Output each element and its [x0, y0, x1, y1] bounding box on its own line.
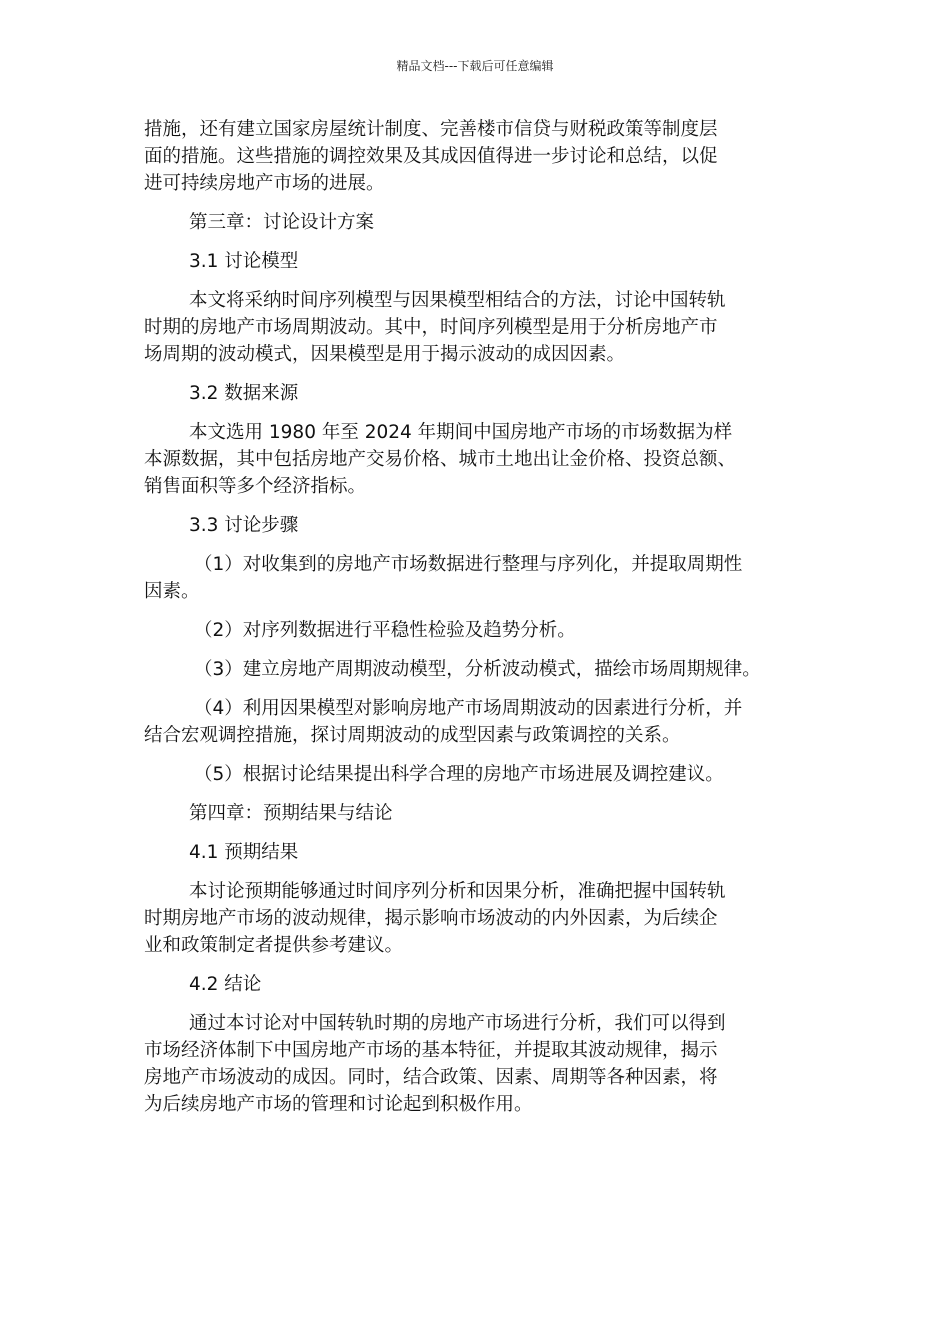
text-line: 4.1 预期结果: [189, 842, 299, 863]
text-line: 面的措施。这些措施的调控效果及其成因值得进一步讨论和总结，以促: [144, 146, 718, 167]
section-heading: [144, 380, 824, 407]
text-line: 时期的房地产市场周期波动。其中，时间序列模型是用于分析房地产市: [144, 317, 718, 338]
text-line: 销售面积等多个经济指标。: [144, 476, 367, 497]
text-line: 4.2 结论: [189, 974, 262, 995]
page-header: 精品文档---下载后可任意编辑: [396, 59, 554, 73]
text-line: （1）对收集到的房地产市场数据进行整理与序列化，并提取周期性: [194, 554, 743, 575]
chapter-heading: [144, 800, 824, 827]
section-heading: [144, 512, 824, 539]
body-paragraph: [144, 878, 824, 959]
text-line: （5）根据讨论结果提出科学合理的房地产市场进展及调控建议。: [194, 764, 724, 785]
document-body: [144, 116, 824, 1118]
text-line: 市场经济体制下中国房地产市场的基本特征，并提取其波动规律，揭示: [144, 1040, 718, 1061]
text-line: 结合宏观调控措施，探讨周期波动的成型因素与政策调控的关系。: [144, 725, 681, 746]
text-line: 本讨论预期能够通过时间序列分析和因果分析，准确把握中国转轨: [189, 881, 726, 902]
text-line: 第四章：预期结果与结论: [189, 803, 393, 824]
text-line: （3）建立房地产周期波动模型，分析波动模式，描绘市场周期规律。: [194, 659, 761, 680]
section-heading: [144, 839, 824, 866]
text-line: 本源数据，其中包括房地产交易价格、城市土地出让金价格、投资总额、: [144, 449, 737, 470]
text-line: 本文将采纳时间序列模型与因果模型相结合的方法，讨论中国转轨: [189, 290, 726, 311]
list-item: [144, 617, 824, 644]
section-heading: [144, 971, 824, 998]
list-item: [144, 656, 824, 683]
text-line: 场周期的波动模式，因果模型是用于揭示波动的成因因素。: [144, 344, 626, 365]
text-line: 本文选用 1980 年至 2024 年期间中国房地产市场的市场数据为样: [189, 422, 733, 443]
text-line: 第三章：讨论设计方案: [189, 212, 375, 233]
body-paragraph: [144, 116, 824, 197]
text-line: 3.1 讨论模型: [189, 251, 299, 272]
text-line: 因素。: [144, 581, 200, 602]
body-paragraph: [144, 419, 824, 500]
text-line: 为后续房地产市场的管理和讨论起到积极作用。: [144, 1094, 533, 1115]
text-line: 措施，还有建立国家房屋统计制度、完善楼市信贷与财税政策等制度层: [144, 119, 718, 140]
text-line: 房地产市场波动的成因。同时，结合政策、因素、周期等各种因素，将: [144, 1067, 718, 1088]
text-line: 3.2 数据来源: [189, 383, 299, 404]
text-line: 进可持续房地产市场的进展。: [144, 173, 385, 194]
text-line: （2）对序列数据进行平稳性检验及趋势分析。: [194, 620, 576, 641]
list-item: [144, 695, 824, 749]
section-heading: [144, 248, 824, 275]
list-item: [144, 551, 824, 605]
chapter-heading: [144, 209, 824, 236]
text-line: 时期房地产市场的波动规律，揭示影响市场波动的内外因素，为后续企: [144, 908, 718, 929]
text-line: 通过本讨论对中国转轨时期的房地产市场进行分析，我们可以得到: [189, 1013, 726, 1034]
text-line: 3.3 讨论步骤: [189, 515, 299, 536]
body-paragraph: [144, 1010, 824, 1118]
text-line: 业和政策制定者提供参考建议。: [144, 935, 404, 956]
text-line: （4）利用因果模型对影响房地产市场周期波动的因素进行分析，并: [194, 698, 743, 719]
list-item: [144, 761, 824, 788]
body-paragraph: [144, 287, 824, 368]
